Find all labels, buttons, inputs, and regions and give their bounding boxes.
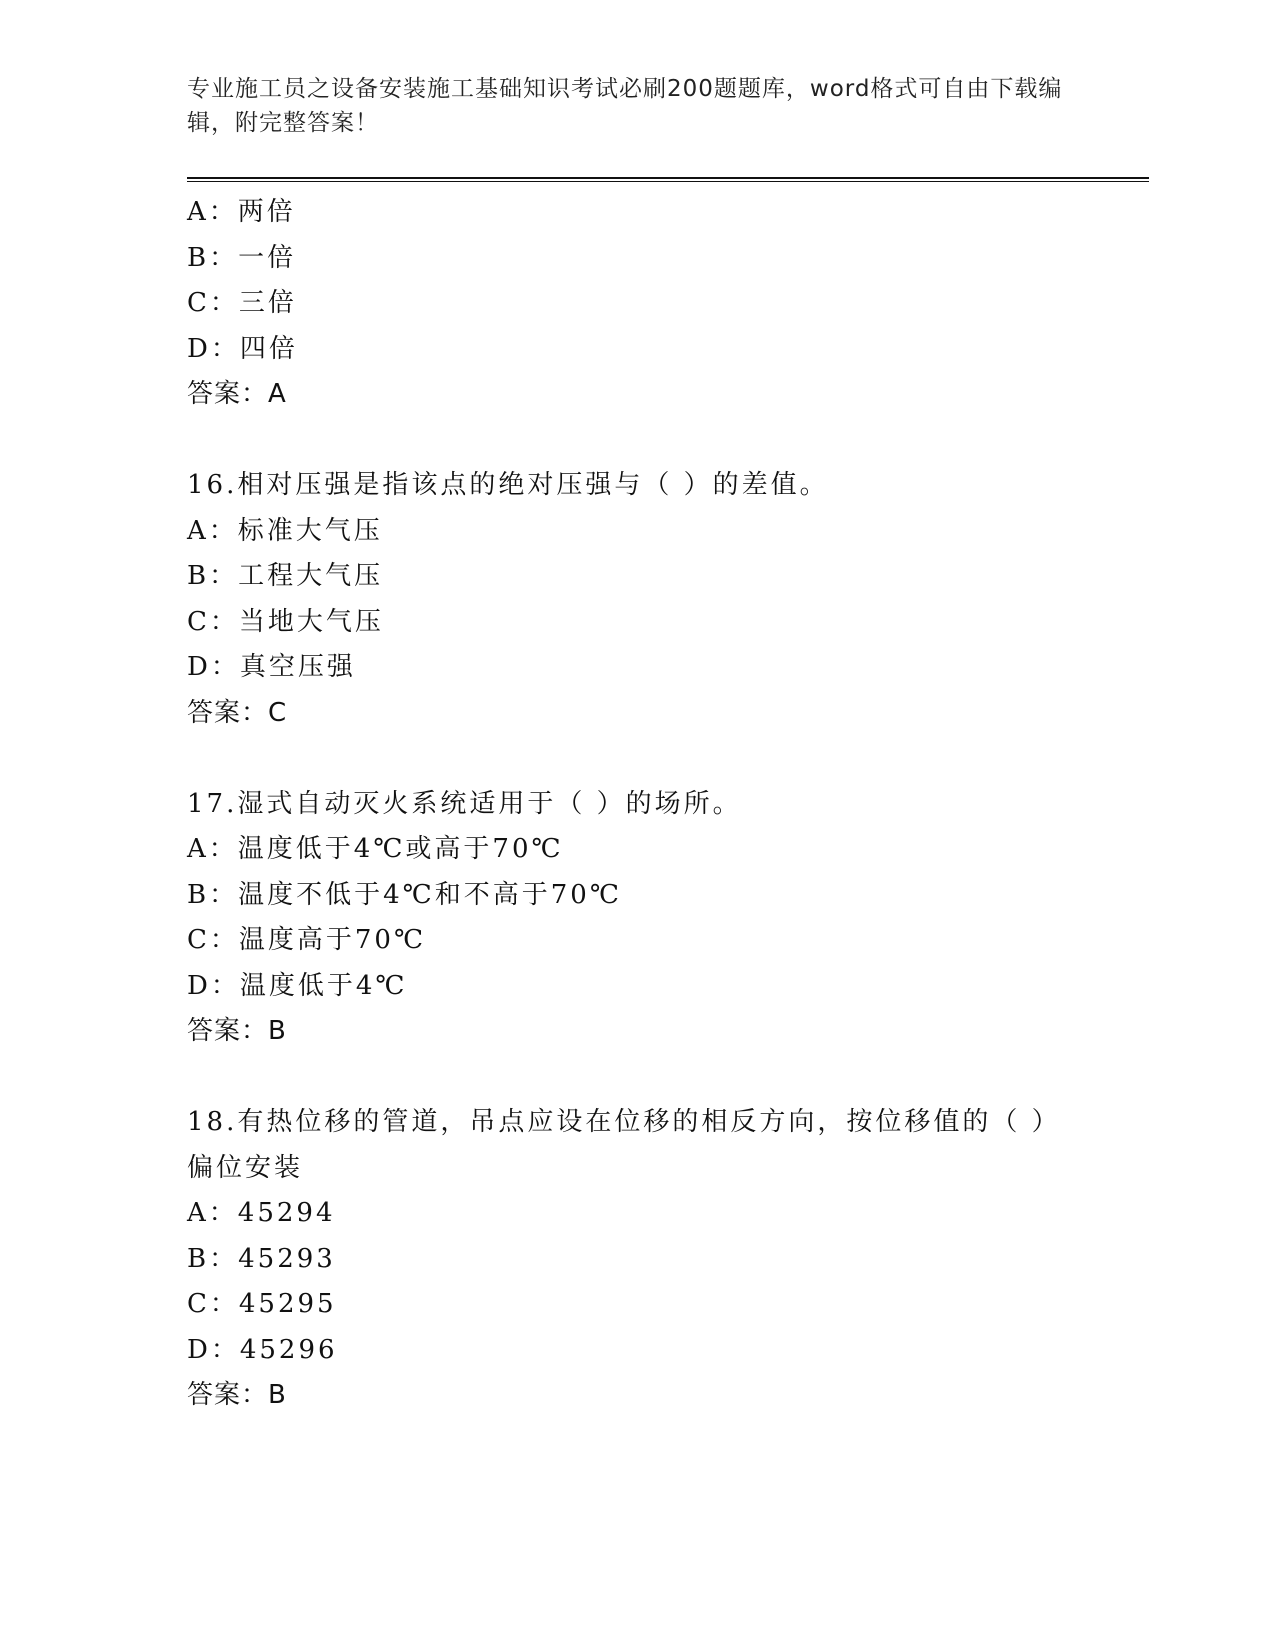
answer-line: 答案：C xyxy=(187,697,288,728)
option-c: C：当地大气压 xyxy=(187,606,384,637)
option-b: B：一倍 xyxy=(187,242,297,273)
option-d: D：四倍 xyxy=(187,333,298,364)
option-c: C：温度高于70℃ xyxy=(187,925,427,955)
option-d: D：真空压强 xyxy=(187,652,356,682)
question-block-18 xyxy=(187,1100,1149,1419)
question-stem: 18.有热位移的管道，吊点应设在位移的相反方向，按位移值的（ ）偏位安装 xyxy=(187,1107,1061,1183)
option-c: C：三倍 xyxy=(187,288,297,318)
option-b: B：45293 xyxy=(187,1243,336,1274)
question-stem: 17.湿式自动灭火系统适用于（ ）的场所。 xyxy=(187,788,742,819)
answer-line: 答案：A xyxy=(187,379,287,409)
question-block-16 xyxy=(187,463,1149,736)
question-stem: 16.相对压强是指该点的绝对压强与（ ）的差值。 xyxy=(187,470,829,500)
option-a: A：标准大气压 xyxy=(187,515,383,546)
option-b: B：工程大气压 xyxy=(187,561,384,591)
option-c: C：45295 xyxy=(187,1289,337,1319)
header-divider xyxy=(187,177,1149,179)
option-b: B：温度不低于4℃和不高于70℃ xyxy=(187,879,622,910)
option-d: D：温度低于4℃ xyxy=(187,970,408,1001)
option-a: A：温度低于4℃或高于70℃ xyxy=(187,834,564,864)
question-block-17 xyxy=(187,782,1149,1055)
header-divider-thin xyxy=(187,181,1149,182)
spacer xyxy=(187,1055,1149,1101)
answer-line: 答案：B xyxy=(187,1016,287,1046)
option-a: A：45294 xyxy=(187,1198,336,1228)
question-block-15 xyxy=(187,190,1149,418)
spacer xyxy=(187,418,1149,464)
option-a: A：两倍 xyxy=(187,197,296,227)
spacer xyxy=(187,736,1149,782)
question-list xyxy=(187,190,1149,1419)
option-d: D：45296 xyxy=(187,1334,338,1365)
answer-line: 答案：B xyxy=(187,1380,287,1410)
document-header: 专业施工员之设备安装施工基础知识考试必刷200题题库，word格式可自由下载编辑，附完整答案！ xyxy=(187,76,1063,136)
